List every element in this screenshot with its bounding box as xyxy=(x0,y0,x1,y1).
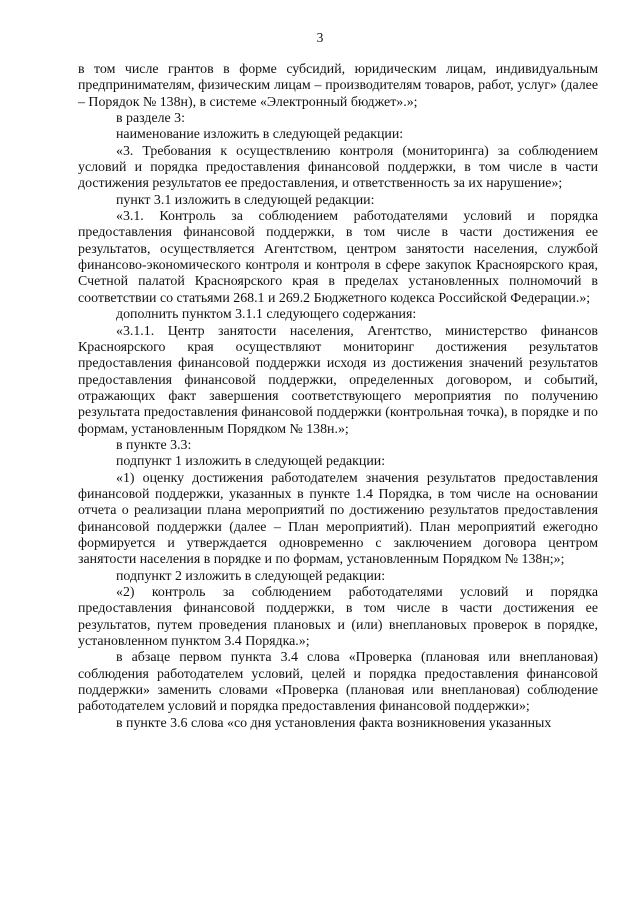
paragraph: «2) контроль за соблюдением работодателями условий и порядка предоставления финансовой поддержки, в том числе в части достижения ее результатов, путем проведения плановых и (или) внеплановых проверок в порядке, установленном пунктом 3.4 Порядка.»; xyxy=(78,585,598,650)
paragraph: «3.1.1. Центр занятости населения, Агентство, министерство финансов Красноярского края осуществляют мониторинг достижения результатов предоставления финансовой поддержки исходя из достижения значений результатов предоставления финансовой поддержки, определенных договором, и событий, отражающих факт завершения соответствующего мероприятия по получению результата предоставления финансовой поддержки (контрольная точка), в порядке и по формам, установленным Порядком № 138н.»; xyxy=(78,323,598,437)
paragraph: в разделе 3: xyxy=(116,111,185,127)
paragraph: подпункт 1 изложить в следующей редакции: xyxy=(116,454,386,470)
paragraph: в том числе грантов в форме субсидий, юридическим лицам, индивидуальным предпринимателям, физическим лицам – производителям товаров, работ, услуг» (далее – Порядок № 138н), в системе «Электронный бюджет».»; xyxy=(78,62,598,110)
paragraph: дополнить пунктом 3.1.1 следующего содержания: xyxy=(116,307,417,323)
paragraph: пункт 3.1 изложить в следующей редакции: xyxy=(116,192,375,208)
paragraph: в абзаце первом пункта 3.4 слова «Проверка (плановая или внеплановая) соблюдения работодателем условий, целей и порядка предоставления финансовой поддержки» заменить словами «Проверка (плановая или внеплановая) соблюдение работодателем условий и порядка предоставления финансовой поддержки»; xyxy=(78,650,598,715)
document-body xyxy=(78,62,598,732)
paragraph: в пункте 3.3: xyxy=(116,437,192,453)
paragraph: подпункт 2 изложить в следующей редакции: xyxy=(116,568,386,584)
page-number: 3 xyxy=(316,30,324,45)
paragraph: «3. Требования к осуществлению контроля (мониторинга) за соблюдением условий и порядка предоставления финансовой поддержки, в том числе в части достижения результатов ее предоставления, и ответственность за их нарушение»; xyxy=(78,143,598,192)
paragraph: «3.1. Контроль за соблюдением работодателями условий и порядка предоставления финансовой поддержки, в том числе в части достижения ее результатов, осуществляется Агентством, центром занятости населения, службой финансово-экономического контроля и контроля в сфере закупок Красноярского края, Счетной палатой Красноярского края в пределах установленных полномочий в соответствии со статьями 268.1 и 269.2 Бюджетного кодекса Российской Федерации.»; xyxy=(78,209,598,306)
paragraph: в пункте 3.6 слова «со дня установления факта возникновения указанных xyxy=(116,715,552,731)
paragraph: наименование изложить в следующей редакции: xyxy=(116,127,404,143)
paragraph: «1) оценку достижения работодателем значения результатов предоставления финансовой поддержки, указанных в пункте 1.4 Порядка, в том числе на основании отчета о реализации плана мероприятий по достижению результатов предоставления финансовой поддержки (далее – План мероприятий). План мероприятий ежегодно формируется и утверждается одновременно с заключением договора центром занятости населения в порядке и по формам, установленным Порядком № 138н;»; xyxy=(78,470,598,568)
